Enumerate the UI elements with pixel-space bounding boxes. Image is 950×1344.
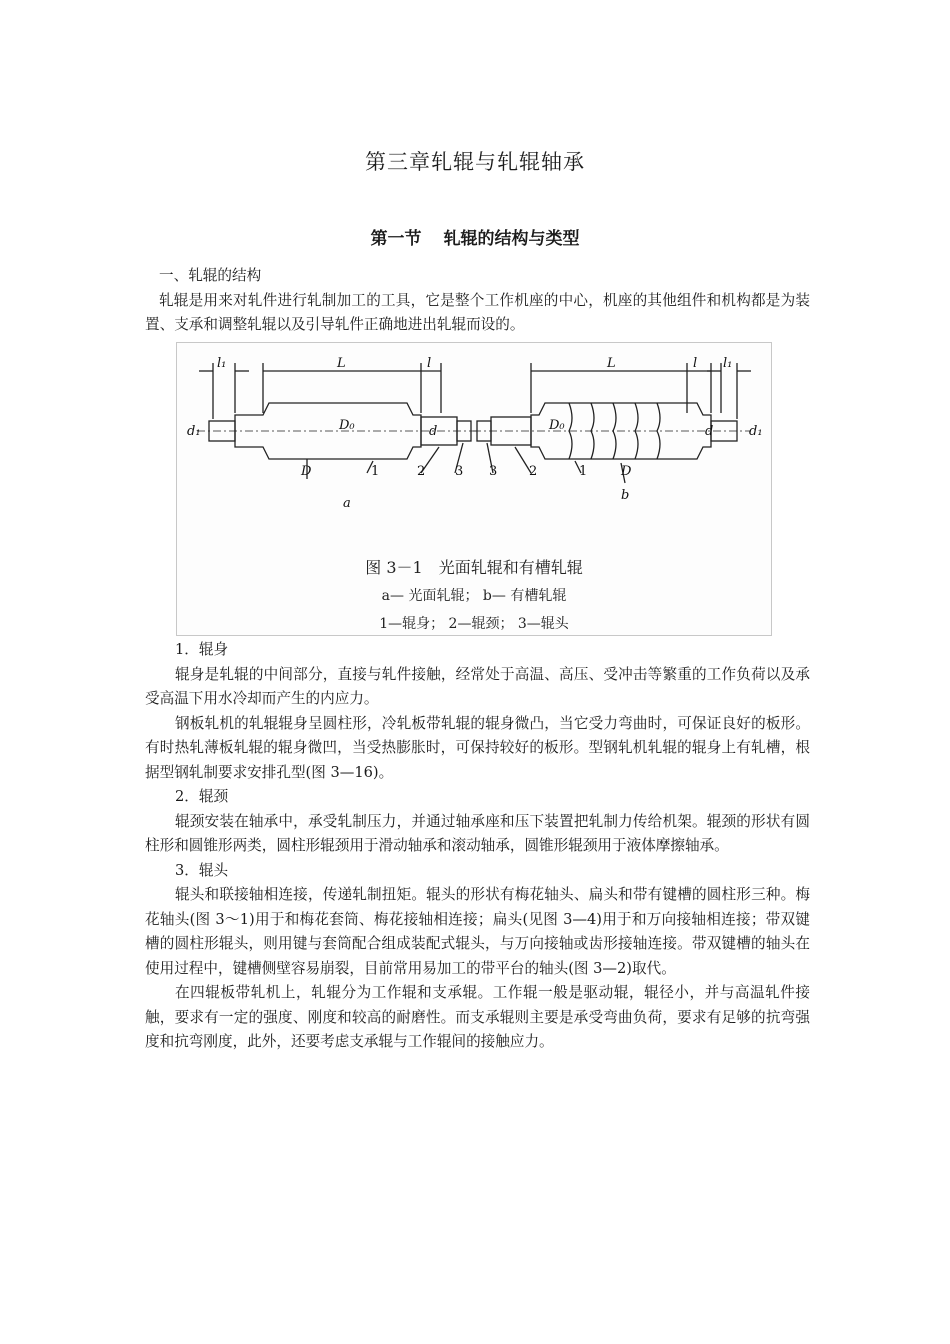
subheading-roll-body: 1．辊身 [175,641,229,658]
part-3-left: 3 [455,464,464,479]
body-text [145,638,810,1055]
dim-D0-left: D₀ [339,418,355,433]
dim-l-left: l [427,356,432,371]
dim-L-right: L [607,356,616,371]
dim-D-right: D [621,464,632,479]
part-3-right: 3 [489,464,498,479]
chapter-title: 第三章轧辊与轧辊轴承 [365,150,585,174]
dim-l1-left: l₁ [217,356,227,371]
label-a: a [343,496,351,511]
section-heading [0,224,950,249]
dim-D0-right: D₀ [549,418,565,433]
subheading-structure: 一、轧辊的结构 [159,267,262,284]
paragraph-roll-head: 辊头和联接轴相连接，传递轧制扭矩。辊头的形状有梅花轴头、扁头和带有键槽的圆柱形三种。梅花轴头(图 3～1)用于和梅花套筒、梅花接轴相连接；扁头(见图 3—4)用于和万向接轴相连接；带双键槽的圆柱形辊头，则用键与套筒配合组成装配式辊头，与万向接轴或齿形接轴连接。带双键槽的轴头在使用过程中，键槽侧壁容易崩裂，目前常用易加工的带平台的轴头(图 3—2)取代。 [145,886,810,977]
section-title: 轧辊的结构与类型 [443,229,580,249]
section-number: 第一节 [370,229,422,249]
dim-D-left: D [301,464,312,479]
part-2-right: 2 [529,464,538,479]
intro-paragraph: 轧辊是用来对轧件进行轧制加工的工具，它是整个工作机座的中心，机座的其他组件和机构都是为装置、支承和调整轧辊以及引导轧件正确地进出轧辊而设的。 [145,291,810,333]
figure-3-1 [176,342,772,636]
figure-legend-parts: 1—辊身； 2—辊颈； 3—辊头 [379,616,569,632]
dim-d1-right: d₁ [749,424,763,439]
paragraph-roll-body-1: 辊身是轧辊的中间部分，直接与轧件接触，经常处于高温、高压、受冲击等繁重的工作负荷以及承受高温下用水冷却而产生的内应力。 [145,665,810,707]
dim-l1-right: l₁ [723,356,733,371]
part-2-left: 2 [417,464,426,479]
dim-d1-left: d₁ [187,424,201,439]
part-1-right: 1 [579,464,588,479]
intro-block [145,264,810,338]
paragraph-roll-body-2: 钢板轧机的轧辊辊身呈圆柱形，冷轧板带轧辊的辊身微凸，当它受力弯曲时，可保证良好的板形。有时热轧薄板轧辊的辊身微凹，当受热膨胀时，可保持较好的板形。型钢轧机轧辊的辊身上有轧槽，根据型钢轧制要求安排孔型(图 3—16)。 [145,714,810,781]
figure-caption: 图 3－1 光面轧辊和有槽轧辊 [365,558,583,577]
subheading-roll-neck: 2．辊颈 [175,788,229,805]
subheading-roll-head: 3．辊头 [175,861,229,879]
figure-legend-ab: a— 光面轧辊； b— 有槽轧辊 [381,588,567,604]
roll-diagram [177,343,771,543]
paragraph-roll-neck: 辊颈安装在轴承中，承受轧制压力，并通过轴承座和压下装置把轧制力传给机架。辊颈的形状有圆柱形和圆锥形两类，圆柱形辊颈用于滑动轴承和滚动轴承，圆锥形辊颈用于液体摩擦轴承。 [145,812,810,854]
label-b: b [621,488,630,503]
dim-d-right: d [705,424,714,439]
dim-d-left: d [429,424,438,439]
part-1-left: 1 [371,464,380,479]
dim-L-left: L [337,356,346,371]
dim-l-right: l [693,356,698,371]
paragraph-four-high-mill: 在四辊板带轧机上，轧辊分为工作辊和支承辊。工作辊一般是驱动辊，辊径小，并与高温轧件接触，要求有一定的强度、刚度和较高的耐磨性。而支承辊则主要是承受弯曲负荷，要求有足够的抗弯强度和抗弯刚度，此外，还要考虑支承辊与工作辊间的接触应力。 [145,984,810,1050]
